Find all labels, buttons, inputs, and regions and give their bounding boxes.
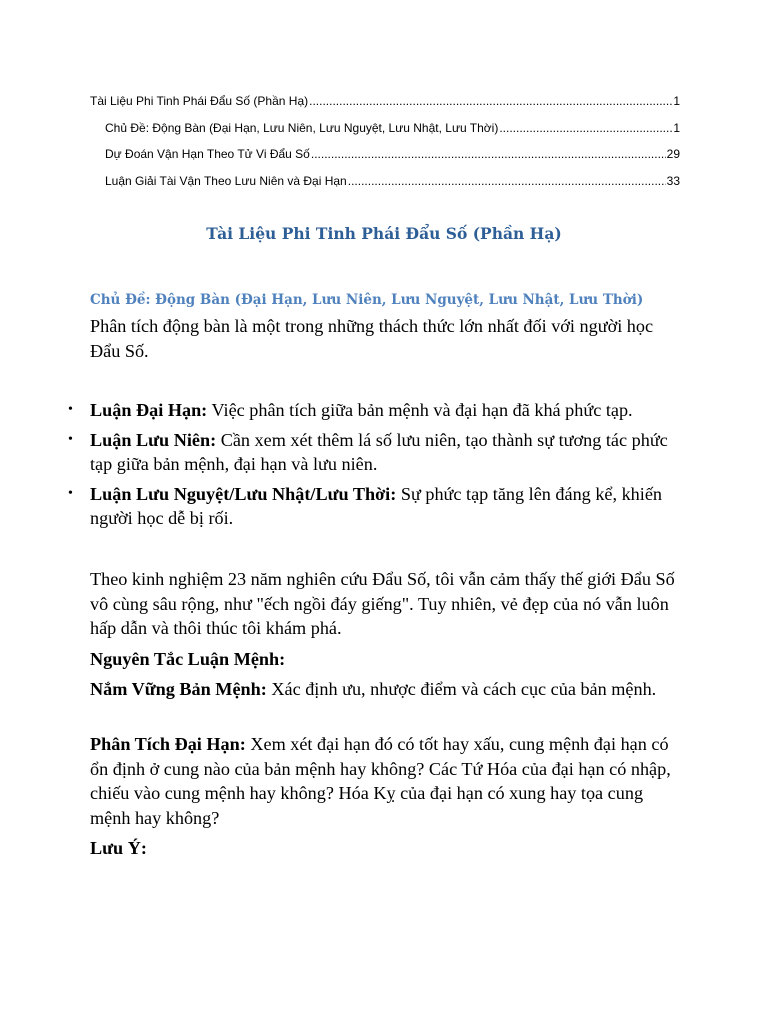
principle-text: Xác định ưu, nhược điểm và cách cục của bản mệnh. (266, 679, 657, 699)
bullet-text: Việc phân tích giữa bản mệnh và đại hạn đã khá phức tạp. (207, 400, 633, 420)
intro-paragraph: Phân tích động bàn là một trong những thách thức lớn nhất đối với người học Đẩu Số. (90, 316, 654, 361)
document-title: Tài Liệu Phi Tinh Phái Đẩu Số (Phần Hạ) (206, 224, 562, 243)
toc-page-number: 1 (673, 94, 680, 108)
bullet-text: Sự phức tạp tăng lên đáng kể, khiến người học dễ bị rối. (90, 483, 662, 528)
bullet-label: Luận Đại Hạn: (90, 400, 208, 420)
toc-entry[interactable] (90, 92, 680, 119)
toc-leader-dots (499, 119, 672, 137)
list-item (68, 482, 690, 531)
bullet-marker: • (68, 485, 73, 501)
bullet-text: Cần xem xét thêm lá số lưu niên, tạo thành sự tương tác phức tạp giữa bản mệnh, đại hạn và lưu niên. (90, 429, 668, 474)
toc-leader-dots (348, 172, 666, 190)
toc-page-number: 29 (666, 147, 680, 161)
bullet-label: Luận Lưu Nguyệt/Lưu Nhật/Lưu Thời: (90, 483, 397, 504)
principle-label: Phân Tích Đại Hạn: (90, 734, 246, 754)
bullet-label: Luận Lưu Niên: (90, 429, 217, 450)
toc-entry[interactable] (90, 172, 680, 199)
bullet-marker: • (68, 402, 73, 417)
bullet-marker: • (68, 431, 73, 447)
principle-paragraph (90, 732, 680, 830)
principle-label: Nắm Vững Bản Mệnh: (90, 679, 267, 699)
list-item (68, 428, 690, 477)
toc-leader-dots (311, 145, 666, 163)
toc-entry-text: Tài Liệu Phi Tinh Phái Đẩu Số (Phần Hạ) (90, 94, 309, 108)
toc-leader-dots (309, 92, 672, 110)
list-item (68, 398, 690, 423)
bullet-list (68, 398, 690, 536)
toc-entry[interactable] (90, 119, 680, 146)
principle-paragraph (90, 677, 680, 702)
toc-entry-text: Luận Giải Tài Vận Theo Lưu Niên và Đại Hạn (105, 173, 347, 188)
toc-entry-text: Chủ Đề: Động Bàn (Đại Hạn, Lưu Niên, Lưu Nguyệt, Lưu Nhật, Lưu Thời) (105, 120, 499, 135)
principle-text: Xem xét đại hạn đó có tốt hay xấu, cung mệnh đại hạn có ổn định ở cung nào của bản mệnh hay không? Các Tứ Hóa của đại hạn có nhập, chiếu vào cung mệnh hay không? Hóa Kỵ của đại hạn có xung hay tọa cung mệnh hay không? (90, 734, 671, 828)
toc-page-number: 33 (666, 173, 680, 188)
toc-page-number: 1 (673, 120, 680, 135)
toc-entry-text: Dự Đoán Vận Hạn Theo Tử Vi Đẩu Số (105, 147, 310, 161)
toc-entry[interactable] (90, 145, 680, 172)
section-heading: Chủ Đề: Động Bàn (Đại Hạn, Lưu Niên, Lưu Nguyệt, Lưu Nhật, Lưu Thời) (90, 292, 644, 308)
table-of-contents (90, 92, 680, 198)
principles-heading: Nguyên Tắc Luận Mệnh: (90, 649, 286, 669)
note-heading: Lưu Ý: (90, 838, 147, 858)
experience-paragraph: Theo kinh nghiệm 23 năm nghiên cứu Đẩu Số, tôi vẫn cảm thấy thế giới Đẩu Số vô cùng sâu rộng, như "ếch ngồi đáy giếng". Tuy nhiên, vẻ đẹp của nó vẫn luôn hấp dẫn và thôi thúc tôi khám phá. (90, 569, 675, 638)
